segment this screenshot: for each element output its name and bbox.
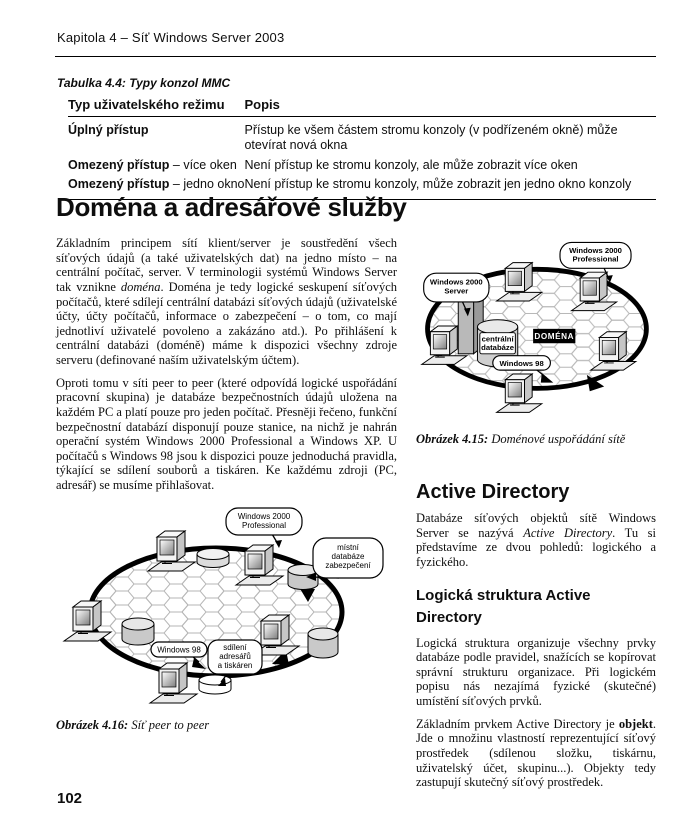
mmc-table (68, 95, 656, 200)
page-number: 102 (57, 790, 83, 807)
database-cylinder (308, 628, 338, 658)
table-cell-desc: Přístup ke všem částem stromu konzoly (v podřízeném okně) může otevírat nová okna (244, 123, 618, 152)
page-title: Doména a adresářové služby (56, 192, 407, 222)
peer-to-peer-diagram (56, 500, 386, 706)
callout-windows-2000-professional (226, 508, 302, 548)
left-column (56, 236, 397, 733)
paragraph-logical-structure: Logická struktura organizuje všechny prvky databáze podle pravidel, snažících se kopírovat správní strukturu organizace. Při logickém popisu nás nezajímá fyzické (skutečné) umístění síťových prvků. (416, 635, 656, 708)
database-cylinder (197, 548, 229, 567)
svg-text:databáze: databáze (481, 342, 515, 352)
table-header-row (68, 95, 656, 117)
header-rule (55, 56, 656, 57)
running-head: Kapitola 4 – Síť Windows Server 2003 (57, 30, 285, 45)
right-column (416, 230, 656, 790)
svg-text:Windows 2000: Windows 2000 (237, 511, 291, 521)
subsection-title-logical-structure: Logická struktura Active Directory (416, 586, 591, 626)
database-cylinder (122, 618, 154, 645)
svg-text:centrální: centrální (481, 334, 514, 344)
figure-caption: Obrázek 4.15: Doménové uspořádání sítě (416, 432, 626, 446)
svg-text:zabezpečení: zabezpečení (325, 560, 371, 570)
paragraph-domain-intro: Základním principem sítí klient/server je soustředění všech síťových údajů (a také uživatelských dat) na jedno místo – na centrální počítač, server. V terminologii systémů Windows Server tak vznikne doména. Doména je tedy logické seskupení síťových počítačů, které sdílejí centrální databázi síťových údajů (uživatelské účty, účty počítačů, informace o zabezpečení – o tom, co mají jednotliví uživatelé povoleno a zakázáno atd.). Po přihlášení k centrální databázi (doméně) máme k dispozici všechny zdroje serveru (definované naším uživatelským účtem). (56, 236, 397, 367)
svg-text:a tiskáren: a tiskáren (217, 660, 253, 670)
column-header-desc: Popis (244, 95, 656, 117)
table-cell-term: Omezený přístup – více oken (68, 157, 237, 172)
paragraph-peer-to-peer: Oproti tomu v síti peer to peer (které odpovídá logické uspořádání pracovní skupina) je databáze bezpečnostních údajů uložena na každém PC a platí pouze pro jeden počítač. Přesněji řečeno, funkční bezpečnostní databází disponují pouze stanice, na nichž je nahrán operační systém Windows 2000 Professional a Windows XP. U počítačů s Windows 98 jsou k dispozici pouze jednoduchá pravidla, týkající se sdílení souborů a tiskáren. Ke každému zdroji (PC, adresář) se musíme přihlašovat. (56, 375, 397, 492)
svg-text:Windows 2000: Windows 2000 (429, 277, 483, 287)
svg-text:Professional: Professional (241, 520, 287, 530)
figure-domain-network (416, 230, 656, 447)
figure-caption: Obrázek 4.16: Síť peer to peer (56, 717, 210, 732)
svg-text:Professional: Professional (572, 254, 619, 264)
table-cell-term: Omezený přístup – jedno okno (68, 177, 245, 192)
svg-text:Server: Server (444, 286, 469, 296)
svg-text:Windows 98: Windows 98 (157, 645, 201, 655)
figure-peer-to-peer (56, 500, 397, 733)
table-cell-term: Úplný přístup (68, 123, 149, 137)
table-cell-desc: Není přístup ke stromu konzoly, může zobrazit jen jedno okno konzoly (244, 177, 632, 192)
svg-text:Windows 2000: Windows 2000 (569, 246, 622, 255)
table-caption: Tabulka 4.4: Typy konzol MMC (57, 76, 231, 90)
mmc-table-block (57, 76, 656, 200)
table-row (68, 117, 656, 155)
table-cell-desc: Není přístup ke stromu konzoly, ale může zobrazit více oken (244, 157, 578, 172)
svg-text:Windows 98: Windows 98 (499, 358, 544, 368)
domain-network-diagram (416, 230, 656, 420)
shared-folder-cylinder (199, 675, 231, 694)
callout-local-security-database (306, 538, 383, 581)
table-row (68, 155, 656, 175)
domain-label (533, 329, 575, 343)
paragraph-object: Základním prvkem Active Directory je objekt. Jde o množinu vlastností reprezentující síťový prostředek (sdílenou složku, tiskárnu, uživatelský účet, skupinu...). Objekty tedy zastupují skutečný síťový prostředek. (416, 716, 656, 790)
svg-text:DOMÉNA: DOMÉNA (534, 331, 575, 341)
column-header-type: Typ uživatelského režimu (68, 95, 244, 117)
svg-text:místní: místní (337, 542, 359, 552)
svg-text:databáze: databáze (331, 551, 365, 561)
svg-text:sdílení: sdílení (223, 642, 247, 652)
svg-text:adresářů: adresářů (219, 651, 251, 661)
paragraph-active-directory: Databáze síťových objektů sítě Windows Server se nazývá Active Directory. Tu si představíme ze dvou pohledů: logického a fyzického. (416, 511, 657, 569)
section-title-active-directory: Active Directory (416, 481, 570, 503)
